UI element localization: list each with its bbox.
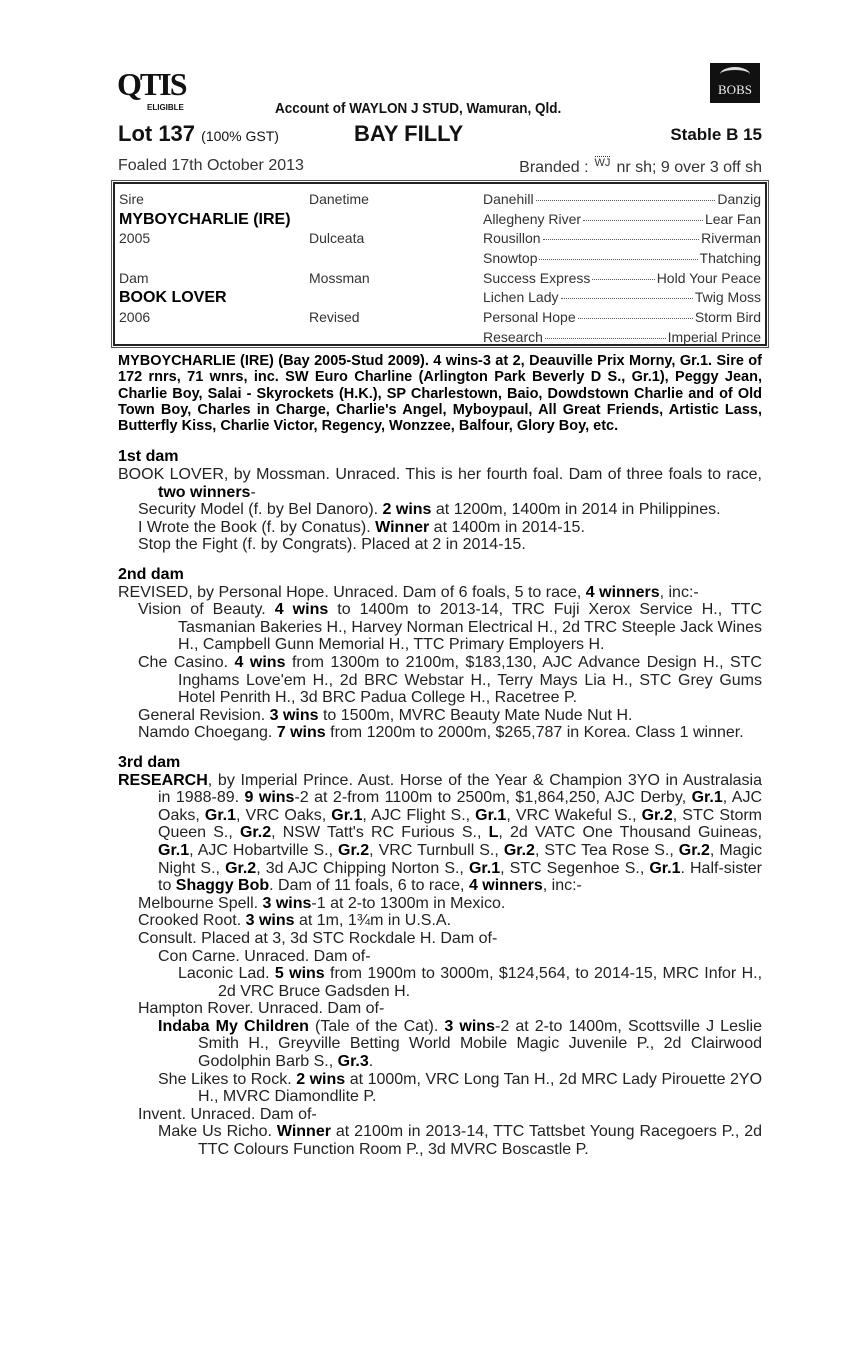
bold-highlight: Gr.1 bbox=[475, 806, 507, 824]
pedigree-row bbox=[119, 288, 479, 308]
bold-highlight: 4 wins bbox=[234, 654, 286, 672]
ancestor-name: Personal Hope bbox=[483, 309, 576, 326]
bold-highlight: 3 wins bbox=[262, 894, 312, 912]
bold-highlight: 9 wins bbox=[244, 789, 295, 807]
pedigree-table bbox=[113, 182, 767, 346]
entry-text: to 1500m, MVRC Beauty Mate Nude Nut H. bbox=[318, 706, 633, 724]
entry-text: Crooked Root. bbox=[138, 912, 246, 930]
pedigree-entry bbox=[118, 707, 762, 725]
entry-text: at 1200m, 1400m in 2014 in Philippines. bbox=[431, 501, 721, 519]
qtis-eligible-logo bbox=[117, 68, 197, 114]
entry-text: Hampton Rover. Unraced. Dam of- bbox=[138, 1000, 385, 1018]
bold-highlight: Winner bbox=[375, 518, 430, 536]
entry-text: , NSW Tatt's RC Furious S., bbox=[271, 824, 489, 842]
entry-text: , STC Tea Rose S., bbox=[534, 841, 679, 859]
ancestor-sire: Imperial Prince bbox=[667, 328, 761, 345]
dot-leader bbox=[592, 279, 654, 280]
ancestor-name: Allegheny River bbox=[483, 210, 582, 227]
bold-highlight: two winners bbox=[158, 483, 251, 501]
bold-highlight: Gr.2 bbox=[338, 841, 370, 859]
entry-text: Security Model (f. by Bel Danoro). bbox=[138, 501, 383, 519]
entry-text: . bbox=[368, 1053, 374, 1071]
entry-text: Consult. Placed at 3, 3d STC Rockdale H. Dam of- bbox=[138, 929, 498, 947]
entry-text: (Tale of the Cat). bbox=[308, 1017, 445, 1035]
bold-highlight: RESEARCH bbox=[118, 771, 208, 789]
entry-text: , STC Storm Queen S., bbox=[158, 806, 763, 842]
dot-leader bbox=[578, 318, 693, 319]
pedigree-entry bbox=[118, 1000, 762, 1018]
pedigree-ancestor-row bbox=[483, 190, 761, 210]
entry-text: , STC Segenhoe S., bbox=[500, 859, 650, 877]
entry-text: -1 at 2-to 1300m in Mexico. bbox=[311, 894, 506, 912]
pedigree-entry bbox=[118, 501, 762, 519]
entry-text: BOOK LOVER, by Mossman. Unraced. This is her fourth foal. Dam of three foals to race, bbox=[118, 466, 762, 484]
dot-leader bbox=[583, 220, 703, 221]
lot-number bbox=[118, 121, 279, 149]
pedigree-row bbox=[119, 308, 479, 328]
entry-text: -2 at 2-to 1400m, Scottsville J Leslie Smith H., Greyville Betting World Mobile Magic Juvenile P., 2d Clairwood Godolphin Barb S., bbox=[198, 1017, 762, 1071]
entry-text: Con Carne. Unraced. Dam of- bbox=[158, 947, 371, 965]
dam-section bbox=[118, 566, 762, 742]
branded-label: Branded : bbox=[519, 159, 589, 176]
entry-text: Vision of Beauty. bbox=[138, 601, 275, 619]
pedigree-entry bbox=[118, 1123, 762, 1158]
ancestor-sire: Twig Moss bbox=[694, 289, 761, 306]
entry-text: at 1000m, VRC Long Tan H., 2d MRC Lady Pirouette 2YO H., MVRC Diamondlite P. bbox=[198, 1070, 763, 1106]
entry-text: , AJC Oaks, bbox=[158, 789, 762, 824]
pedigree-row bbox=[119, 229, 479, 249]
pedigree-row bbox=[119, 269, 479, 289]
section-heading: 1st dam bbox=[118, 448, 179, 466]
dot-leader bbox=[539, 259, 697, 260]
pedigree-parent-cell: Dam bbox=[119, 269, 149, 286]
pedigree-grandparent-cell: Revised bbox=[309, 309, 360, 326]
bobs-logo-text: BOBS bbox=[718, 82, 752, 97]
entry-text: I Wrote the Book (f. by Conatus). bbox=[138, 518, 376, 536]
horse-sex-colour: BAY FILLY bbox=[354, 121, 464, 146]
entry-text: She Likes to Rock. bbox=[158, 1070, 297, 1088]
bold-highlight: Gr.2 bbox=[239, 824, 272, 842]
entry-text: , by Imperial Prince. Aust. Horse of the Year & Champion 3YO in Australasia in 1988-89. bbox=[158, 771, 762, 807]
pedigree-entry bbox=[118, 1018, 762, 1071]
entry-text: , Magic Night S., bbox=[158, 841, 762, 877]
pedigree-row bbox=[119, 210, 479, 230]
bold-highlight: Gr.1 bbox=[649, 859, 681, 877]
entry-text: from 1900m to 3000m, $124,564, to 2014-15, MRC Infor H., 2d VRC Bruce Gadsden H. bbox=[218, 965, 763, 1000]
pedigree-parents bbox=[119, 190, 479, 348]
pedigree-row bbox=[119, 190, 479, 210]
pedigree-ancestor-row bbox=[483, 269, 761, 289]
dam-line-details bbox=[118, 448, 762, 1190]
text-flow bbox=[118, 353, 762, 1191]
pedigree-entry bbox=[118, 1071, 762, 1106]
pedigree-entry bbox=[118, 536, 762, 554]
pedigree-ancestors bbox=[483, 190, 761, 348]
pedigree-entry bbox=[118, 895, 762, 913]
foaled-date: Foaled 17th October 2013 bbox=[118, 157, 304, 174]
pedigree-row bbox=[119, 328, 479, 348]
entry-text: Namdo Choegang. bbox=[138, 724, 277, 742]
pedigree-ancestor-row bbox=[483, 288, 761, 308]
brand-mark-icon: WJ bbox=[594, 157, 611, 169]
pedigree-entry bbox=[118, 1106, 762, 1124]
pedigree-entry bbox=[118, 601, 762, 654]
entry-text: Stop the Fight (f. by Congrats). Placed at 2 in 2014-15. bbox=[138, 536, 526, 554]
pedigree-parent-cell: MYBOYCHARLIE (IRE) bbox=[119, 210, 291, 228]
pedigree-parent-cell: 2006 bbox=[119, 309, 151, 326]
bold-highlight: Indaba My Children bbox=[158, 1017, 309, 1035]
bold-highlight: 7 wins bbox=[276, 724, 326, 742]
entry-text: to 1400m to 2013-14, TRC Fuji Xerox Service H., TTC Tasmanian Bakeries H., Harvey Norman Electrical H., 2d TRC Steeple Jack Wines H., Campbell Gunn Memorial H., TTC Primary Employers H. bbox=[178, 601, 762, 654]
bold-highlight: Gr.3 bbox=[337, 1053, 369, 1071]
pedigree-entry bbox=[118, 519, 762, 537]
entry-text: , VRC Wakeful S., bbox=[506, 806, 642, 824]
dam-section bbox=[118, 754, 762, 1159]
ancestor-sire: Storm Bird bbox=[694, 309, 761, 326]
bold-highlight: 3 wins bbox=[269, 706, 319, 724]
qtis-logo-subtext: ELIGIBLE bbox=[147, 103, 184, 112]
ancestor-sire: Thatching bbox=[699, 250, 761, 267]
ancestor-sire: Riverman bbox=[701, 230, 761, 247]
bobs-logo bbox=[710, 63, 760, 103]
pedigree-entry bbox=[118, 466, 762, 501]
pedigree-parent-cell: 2005 bbox=[119, 230, 151, 247]
entry-text: REVISED, by Personal Hope. Unraced. Dam of 6 foals, 5 to race, bbox=[118, 583, 586, 601]
bold-highlight: 2 wins bbox=[296, 1070, 346, 1088]
pedigree-entry bbox=[118, 584, 762, 602]
stable-location: Stable B 15 bbox=[670, 125, 762, 144]
ancestor-name: Lichen Lady bbox=[483, 289, 559, 306]
entry-text: Che Casino. bbox=[138, 654, 235, 672]
pedigree-grandparent-cell: Mossman bbox=[309, 269, 370, 286]
pedigree-grandparent-cell: Dulceata bbox=[309, 230, 365, 247]
dam-section bbox=[118, 448, 762, 554]
entry-text: Laconic Lad. bbox=[178, 965, 275, 983]
entry-text: , VRC Turnbull S., bbox=[369, 841, 504, 859]
pedigree-entry bbox=[118, 948, 762, 966]
section-heading: 3rd dam bbox=[118, 753, 181, 771]
pedigree-grandparent-cell: Danetime bbox=[309, 191, 369, 207]
pedigree-ancestor-row bbox=[483, 229, 761, 249]
pedigree-entry bbox=[118, 912, 762, 930]
pedigree-entry bbox=[118, 724, 762, 742]
entry-text: -2 at 2-from 1100m to 2500m, $1,864,250, AJC Derby, bbox=[294, 789, 692, 807]
pedigree-entry bbox=[118, 654, 762, 707]
entry-text: , inc:- bbox=[542, 877, 582, 895]
bold-highlight: 4 wins bbox=[274, 601, 329, 619]
ancestor-name: Success Express bbox=[483, 269, 591, 286]
section-heading: 2nd dam bbox=[118, 566, 184, 584]
ancestor-sire: Lear Fan bbox=[704, 210, 761, 227]
entry-text: General Revision. bbox=[138, 706, 270, 724]
ancestor-sire: Hold Your Peace bbox=[656, 269, 761, 286]
sire-summary: MYBOYCHARLIE (IRE) (Bay 2005-Stud 2009). 4 wins-3 at 2, Deauville Prix Morny, Gr.1. Sire of 172 rnrs, 71 wnrs, inc. SW Euro Charline (Arlington Park Beverly D S., Gr.1), Peggy Jean, Charlie Boy, Salai - Skyrockets (H.K.), SP Charlestown, Baio, Dowdstown Charlie and of Old Town Boy, Charles in Charge, Charlie's Angel, Myboypaul, All Great Friends, Artistic Lass, Butterfly Kiss, Charlie Victor, Regency, Wonzzee, Balfour, Glory Boy, etc. bbox=[118, 353, 762, 435]
pedigree-entry bbox=[118, 930, 762, 948]
brand-description: nr sh; 9 over 3 off sh bbox=[616, 159, 762, 176]
entry-text: at 1m, 1¾m in U.S.A. bbox=[294, 912, 452, 930]
entry-text: Melbourne Spell. bbox=[138, 894, 263, 912]
bold-highlight: 3 wins bbox=[245, 912, 295, 930]
pedigree-ancestor-row bbox=[483, 328, 761, 348]
bold-highlight: Gr.2 bbox=[641, 806, 673, 824]
ancestor-sire: Danzig bbox=[717, 191, 761, 207]
ancestor-name: Rousillon bbox=[483, 230, 541, 247]
bold-highlight: Gr.2 bbox=[503, 841, 535, 859]
vendor-account: Account of WAYLON J STUD, Wamuran, Qld. bbox=[275, 100, 562, 117]
bold-highlight: Gr.1 bbox=[204, 806, 237, 824]
ancestor-name: Research bbox=[483, 328, 543, 345]
entry-text: , AJC Flight S., bbox=[362, 806, 476, 824]
pedigree-parent-cell: Sire bbox=[119, 191, 144, 207]
entry-text: . Half-sister to bbox=[158, 859, 763, 895]
bold-highlight: Gr.1 bbox=[691, 789, 723, 807]
bold-highlight: 3 wins bbox=[444, 1017, 495, 1035]
ancestor-name: Danehill bbox=[483, 191, 534, 207]
gst-note: (100% GST) bbox=[201, 128, 279, 144]
bold-highlight: Shaggy Bob bbox=[175, 877, 270, 895]
entry-text: , 3d AJC Chipping Norton S., bbox=[256, 859, 469, 877]
bold-highlight: Gr.2 bbox=[678, 841, 710, 859]
bold-highlight: Gr.2 bbox=[225, 859, 257, 877]
lot-label: Lot 137 bbox=[118, 121, 196, 146]
bold-highlight: L bbox=[488, 824, 499, 842]
bold-highlight: Gr.1 bbox=[468, 859, 501, 877]
entry-text: at 1400m in 2014-15. bbox=[429, 518, 585, 536]
pedigree-parent-cell: BOOK LOVER bbox=[119, 289, 227, 307]
bold-highlight: Gr.1 bbox=[158, 841, 190, 859]
ancestor-name: Snowtop bbox=[483, 250, 538, 267]
pedigree-ancestor-row bbox=[483, 249, 761, 269]
entry-text: , AJC Hobartville S., bbox=[189, 841, 339, 859]
bold-highlight: 4 winners bbox=[585, 583, 660, 601]
pedigree-entry bbox=[118, 965, 762, 1000]
bobs-wing-icon bbox=[720, 67, 750, 82]
pedigree-row bbox=[119, 249, 479, 269]
bold-highlight: Gr.1 bbox=[331, 806, 363, 824]
entry-text: at 2100m in 2013-14, TTC Tattsbet Young Racegoers P., 2d TTC Colours Function Room P., 3d MVRC Boscastle P. bbox=[198, 1123, 762, 1159]
entry-text: from 1200m to 2000m, $265,787 in Korea. Class 1 winner. bbox=[325, 724, 744, 742]
entry-text: . Dam of 11 foals, 6 to race, bbox=[269, 877, 469, 895]
dot-leader bbox=[536, 200, 716, 201]
pedigree-entry bbox=[118, 772, 762, 895]
qtis-logo-text: QTIS bbox=[117, 66, 186, 102]
bold-highlight: 5 wins bbox=[274, 965, 325, 983]
dot-leader bbox=[561, 298, 693, 299]
entry-text: , 2d VATC One Thousand Guineas, bbox=[498, 824, 762, 842]
entry-text: , VRC Oaks, bbox=[236, 806, 332, 824]
bold-highlight: Winner bbox=[276, 1123, 331, 1141]
entry-text: Invent. Unraced. Dam of- bbox=[138, 1105, 317, 1123]
entry-text: , inc:- bbox=[659, 583, 699, 601]
entry-text: - bbox=[250, 483, 256, 501]
dot-leader bbox=[543, 239, 700, 240]
pedigree-ancestor-row bbox=[483, 210, 761, 230]
entry-text: from 1300m to 2100m, $183,130, AJC Advance Design H., STC Inghams Love'em H., 2d BRC Webstar H., Terry Mays Lia H., STC Grey Gums Hotel Penrith H., 3d BRC Padua College H., Racetree P. bbox=[178, 654, 762, 707]
pedigree-ancestor-row bbox=[483, 308, 761, 328]
dot-leader bbox=[545, 338, 666, 339]
brand-info bbox=[519, 156, 762, 177]
entry-text: Make Us Richo. bbox=[158, 1123, 277, 1141]
bold-highlight: 2 wins bbox=[382, 501, 432, 519]
bold-highlight: 4 winners bbox=[468, 877, 543, 895]
lot-line bbox=[118, 121, 762, 149]
